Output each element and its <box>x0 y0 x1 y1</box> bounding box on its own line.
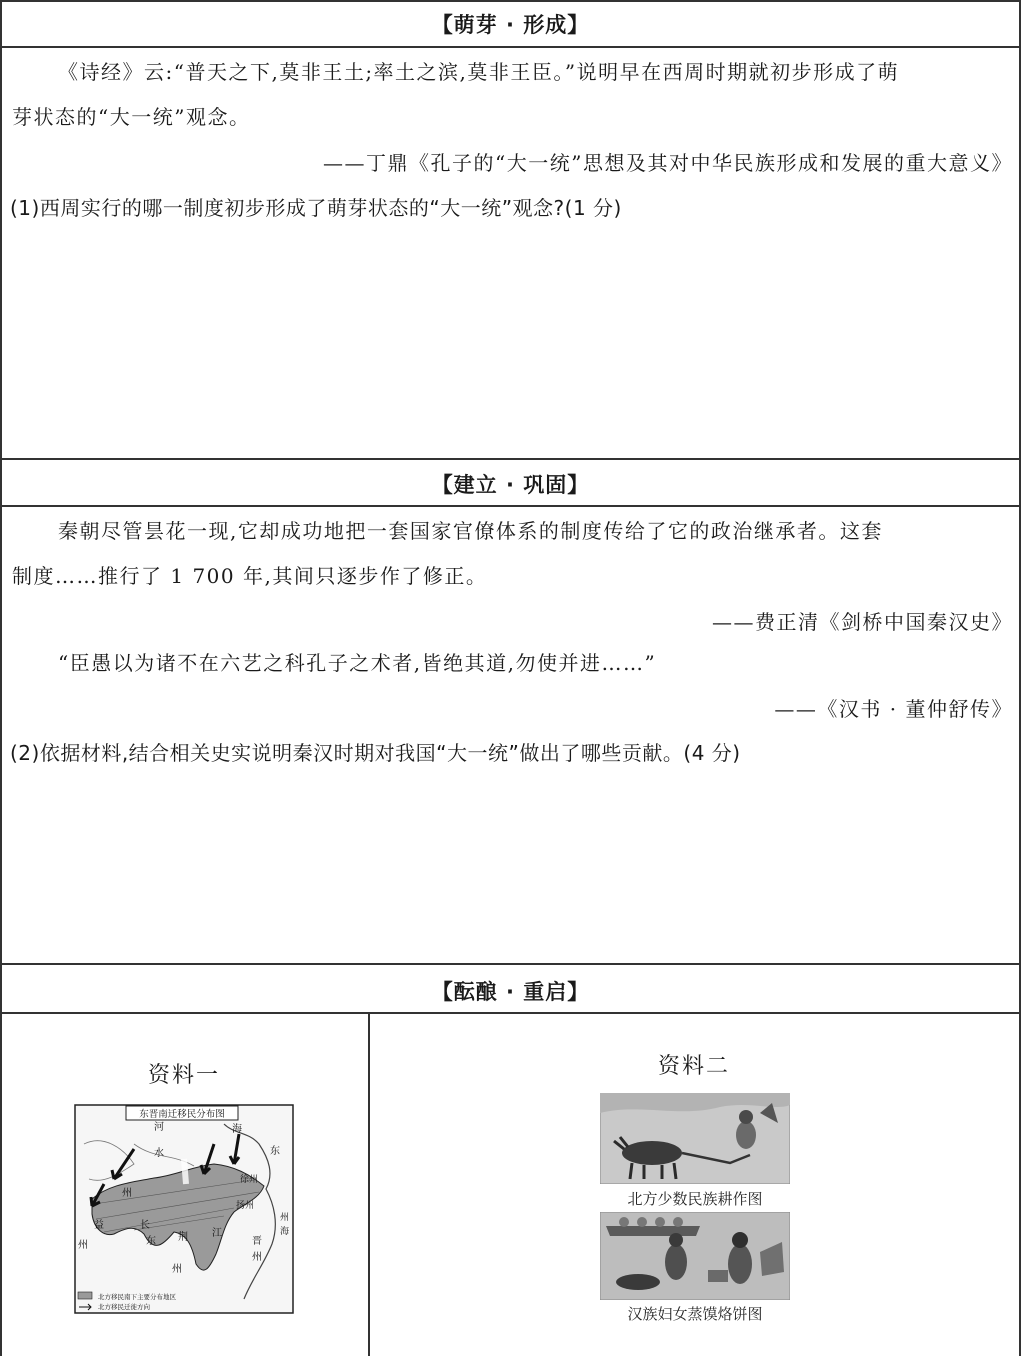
section3-title-rule <box>0 1012 1021 1014</box>
question-2: (2)依据材料,结合相关史实说明秦汉时期对我国“大一统”做出了哪些贡献。(4 分) <box>10 741 741 765</box>
farmer-head <box>739 1110 753 1124</box>
migration-map <box>74 1104 294 1314</box>
label-hai-right: 海 <box>280 1227 290 1237</box>
ox-body <box>622 1141 682 1165</box>
section1-title: 【萌芽 · 形成】 <box>431 13 590 37</box>
bun <box>655 1217 665 1227</box>
label-jin: 晋 <box>252 1236 262 1247</box>
section1-para-line2: 芽状态的“大一统”观念。 <box>12 105 251 129</box>
bun <box>673 1217 683 1227</box>
woman-figure <box>728 1244 752 1284</box>
label-zhou-a: 州 <box>172 1264 182 1275</box>
section3-title: 【酝酿 · 重启】 <box>431 980 590 1004</box>
section2-title: 【建立 · 巩固】 <box>431 473 590 497</box>
materials-divider <box>368 1012 370 1356</box>
woman-head <box>732 1232 748 1248</box>
legend-region: 北方移民南下主要分布地区 <box>98 1293 176 1301</box>
label-hai: 海 <box>232 1124 242 1135</box>
section3-top-rule <box>0 963 1021 965</box>
label-zhou-c: 州 <box>280 1213 290 1223</box>
section2-title-rule <box>0 505 1021 507</box>
cooking-mural-image <box>600 1212 790 1300</box>
bun <box>637 1217 647 1227</box>
label-he: 河 <box>154 1122 164 1133</box>
stove <box>616 1274 660 1290</box>
label-zhou-north: 州 <box>122 1188 132 1199</box>
legend-arrow: 北方移民迁徙方向 <box>98 1303 150 1311</box>
map-title: 东晋南迁移民分布图 <box>139 1109 225 1120</box>
farmer <box>736 1121 756 1149</box>
question-1: (1)西周实行的哪一制度初步形成了萌芽状态的“大一统”观念?(1 分) <box>10 196 622 220</box>
section1-source: ——丁鼎《孔子的“大一统”思想及其对中华民族形成和发展的重大意义》 <box>323 151 1013 175</box>
woman-figure <box>665 1244 687 1280</box>
label-yi: 益 <box>94 1220 104 1231</box>
label-zhou-b: 州 <box>252 1252 262 1263</box>
caption-cooking: 汉族妇女蒸馍烙饼图 <box>627 1305 763 1323</box>
legend-swatch <box>78 1292 92 1299</box>
steamer-tray <box>606 1226 700 1236</box>
label-yizhou-zhou: 州 <box>78 1240 88 1251</box>
caption-farming: 北方少数民族耕作图 <box>627 1190 763 1208</box>
section2-source2: ——《汉书 · 董仲舒传》 <box>774 697 1013 721</box>
section2-para1-line1: 秦朝尽管昙花一现,它却成功地把一套国家官僚体系的制度传给了它的政治继承者。这套 <box>58 519 883 543</box>
section1-title-rule <box>0 46 1021 48</box>
label-shui: 水 <box>154 1148 164 1159</box>
farming-mural-image <box>600 1093 790 1184</box>
table <box>708 1270 728 1282</box>
section2-para1-line2: 制度……推行了 1 700 年,其间只逐步作了修正。 <box>12 564 488 588</box>
section2-para2: “臣愚以为诸不在六艺之科孔子之术者,皆绝其道,勿使并进……” <box>58 651 657 675</box>
migration-arrow-light <box>184 1159 186 1184</box>
material2-title: 资料二 <box>658 1054 731 1079</box>
label-chang: 长 <box>140 1220 150 1231</box>
section2-top-rule <box>0 458 1021 460</box>
woman-head <box>669 1233 683 1247</box>
label-jing: 荆 <box>178 1232 188 1243</box>
label-dong: 东 <box>146 1236 156 1247</box>
section2-source1: ——费正清《剑桥中国秦汉史》 <box>712 610 1013 634</box>
bun <box>619 1217 629 1227</box>
section1-para-line1: 《诗经》云:“普天之下,莫非王土;率土之滨,莫非王臣。”说明早在西周时期就初步形成了萌 <box>58 60 900 84</box>
label-xuzhou: 徐州 <box>240 1175 259 1185</box>
material1-title: 资料一 <box>148 1063 221 1088</box>
label-yangzhou: 扬州 <box>236 1201 255 1211</box>
top-border <box>0 0 1021 2</box>
label-dong-sea: 东 <box>270 1146 280 1157</box>
label-jiang: 江 <box>212 1228 222 1239</box>
